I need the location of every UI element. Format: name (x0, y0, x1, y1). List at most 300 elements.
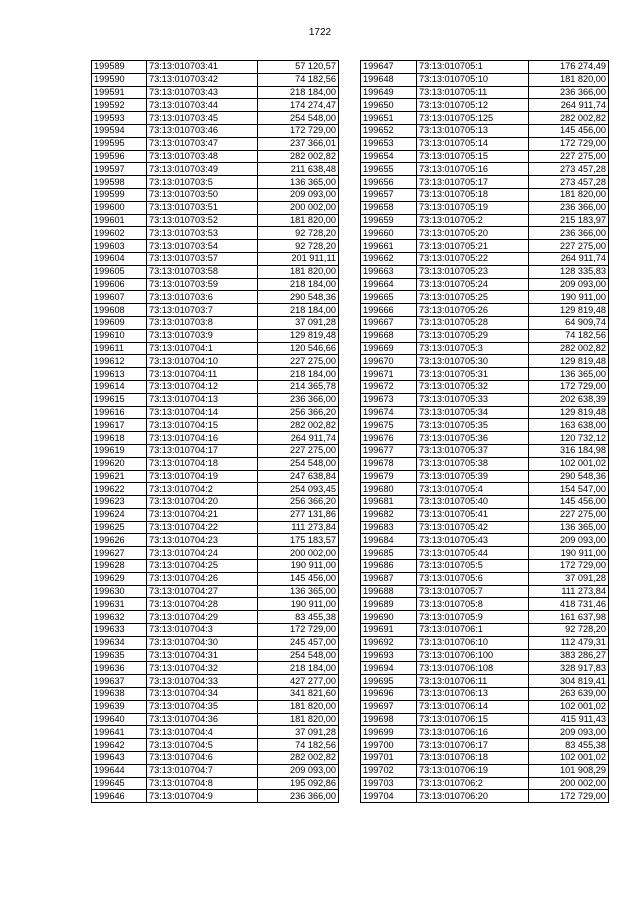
table-row (361, 572, 609, 585)
row-number-cell: 199619 (92, 444, 147, 457)
cadastral-number-cell: 73:13:010704:16 (147, 432, 258, 445)
row-number-cell: 199597 (92, 163, 147, 176)
table-row (92, 86, 339, 99)
row-number-cell: 199690 (361, 611, 417, 624)
table-row (92, 521, 339, 534)
table-row (361, 598, 609, 611)
value-cell: 264 911,74 (529, 99, 609, 112)
row-number-cell: 199605 (92, 265, 147, 278)
row-number-cell: 199626 (92, 534, 147, 547)
row-number-cell: 199697 (361, 700, 417, 713)
value-cell: 74 182,56 (529, 329, 609, 342)
cadastral-number-cell: 73:13:010704:10 (147, 355, 258, 368)
cadastral-number-cell: 73:13:010705:44 (417, 547, 529, 560)
row-number-cell: 199678 (361, 457, 417, 470)
value-cell: 129 819,48 (529, 406, 609, 419)
row-number-cell: 199614 (92, 380, 147, 393)
cadastral-number-cell: 73:13:010705:11 (417, 86, 529, 99)
value-cell: 200 002,00 (258, 201, 339, 214)
row-number-cell: 199639 (92, 700, 147, 713)
cadastral-number-cell: 73:13:010705:17 (417, 176, 529, 189)
value-cell: 256 366,20 (258, 406, 339, 419)
row-number-cell: 199699 (361, 726, 417, 739)
table-row (361, 201, 609, 214)
cadastral-number-cell: 73:13:010705:39 (417, 470, 529, 483)
table-row (361, 112, 609, 125)
value-cell: 172 729,00 (529, 380, 609, 393)
row-number-cell: 199667 (361, 316, 417, 329)
cadastral-number-cell: 73:13:010704:22 (147, 521, 258, 534)
value-cell: 136 365,00 (529, 368, 609, 381)
value-cell: 172 729,00 (258, 624, 339, 637)
row-number-cell: 199622 (92, 483, 147, 496)
table-row (92, 214, 339, 227)
cadastral-number-cell: 73:13:010703:50 (147, 188, 258, 201)
table-row (361, 662, 609, 675)
value-cell: 175 183,57 (258, 534, 339, 547)
table-row (92, 329, 339, 342)
cadastral-number-cell: 73:13:010706:100 (417, 649, 529, 662)
row-number-cell: 199617 (92, 419, 147, 432)
row-number-cell: 199684 (361, 534, 417, 547)
value-cell: 181 820,00 (529, 73, 609, 86)
value-cell: 136 365,00 (258, 176, 339, 189)
cadastral-number-cell: 73:13:010705:4 (417, 483, 529, 496)
cadastral-number-cell: 73:13:010706:18 (417, 752, 529, 765)
table-row (361, 675, 609, 688)
cadastral-number-cell: 73:13:010703:41 (147, 61, 258, 74)
value-cell: 273 457,28 (529, 176, 609, 189)
cadastral-number-cell: 73:13:010704:8 (147, 777, 258, 790)
left-register-table (91, 60, 339, 803)
cadastral-number-cell: 73:13:010703:5 (147, 176, 258, 189)
cadastral-number-cell: 73:13:010704:23 (147, 534, 258, 547)
table-row (92, 342, 339, 355)
table-row (361, 99, 609, 112)
cadastral-number-cell: 73:13:010704:36 (147, 713, 258, 726)
value-cell: 290 548,36 (529, 470, 609, 483)
table-row (361, 150, 609, 163)
table-row (92, 265, 339, 278)
table-row (361, 342, 609, 355)
row-number-cell: 199663 (361, 265, 417, 278)
row-number-cell: 199693 (361, 649, 417, 662)
value-cell: 290 548,36 (258, 291, 339, 304)
row-number-cell: 199651 (361, 112, 417, 125)
row-number-cell: 199629 (92, 572, 147, 585)
row-number-cell: 199701 (361, 752, 417, 765)
value-cell: 181 820,00 (258, 713, 339, 726)
row-number-cell: 199675 (361, 419, 417, 432)
row-number-cell: 199633 (92, 624, 147, 637)
value-cell: 37 091,28 (258, 726, 339, 739)
cadastral-number-cell: 73:13:010705:40 (417, 496, 529, 509)
value-cell: 277 131,86 (258, 508, 339, 521)
value-cell: 328 917,83 (529, 662, 609, 675)
table-row (361, 188, 609, 201)
value-cell: 154 547,00 (529, 483, 609, 496)
value-cell: 245 457,00 (258, 636, 339, 649)
row-number-cell: 199646 (92, 790, 147, 803)
value-cell: 102 001,02 (529, 457, 609, 470)
cadastral-number-cell: 73:13:010705:20 (417, 227, 529, 240)
value-cell: 263 639,00 (529, 688, 609, 701)
table-row (92, 636, 339, 649)
table-row (92, 752, 339, 765)
cadastral-number-cell: 73:13:010703:45 (147, 112, 258, 125)
cadastral-number-cell: 73:13:010705:29 (417, 329, 529, 342)
value-cell: 236 366,00 (529, 86, 609, 99)
cadastral-number-cell: 73:13:010704:7 (147, 764, 258, 777)
cadastral-number-cell: 73:13:010703:8 (147, 316, 258, 329)
row-number-cell: 199623 (92, 496, 147, 509)
cadastral-number-cell: 73:13:010705:35 (417, 419, 529, 432)
value-cell: 316 184,98 (529, 444, 609, 457)
table-row (361, 470, 609, 483)
cadastral-number-cell: 73:13:010705:32 (417, 380, 529, 393)
value-cell: 200 002,00 (258, 547, 339, 560)
value-cell: 145 456,00 (258, 572, 339, 585)
table-row (361, 649, 609, 662)
cadastral-number-cell: 73:13:010703:47 (147, 137, 258, 150)
value-cell: 129 819,48 (529, 304, 609, 317)
cadastral-number-cell: 73:13:010706:2 (417, 777, 529, 790)
value-cell: 209 093,00 (529, 726, 609, 739)
cadastral-number-cell: 73:13:010704:25 (147, 560, 258, 573)
cadastral-number-cell: 73:13:010705:2 (417, 214, 529, 227)
cadastral-number-cell: 73:13:010704:13 (147, 393, 258, 406)
value-cell: 227 275,00 (529, 508, 609, 521)
value-cell: 304 819,41 (529, 675, 609, 688)
cadastral-number-cell: 73:13:010705:38 (417, 457, 529, 470)
cadastral-number-cell: 73:13:010705:13 (417, 124, 529, 137)
cadastral-number-cell: 73:13:010705:41 (417, 508, 529, 521)
cadastral-number-cell: 73:13:010704:26 (147, 572, 258, 585)
row-number-cell: 199661 (361, 240, 417, 253)
cadastral-number-cell: 73:13:010704:5 (147, 739, 258, 752)
value-cell: 83 455,38 (529, 739, 609, 752)
cadastral-number-cell: 73:13:010704:17 (147, 444, 258, 457)
cadastral-number-cell: 73:13:010706:17 (417, 739, 529, 752)
row-number-cell: 199594 (92, 124, 147, 137)
table-row (92, 560, 339, 573)
value-cell: 209 093,00 (258, 764, 339, 777)
value-cell: 176 274,49 (529, 61, 609, 74)
table-row (361, 368, 609, 381)
table-row (92, 227, 339, 240)
cadastral-number-cell: 73:13:010703:51 (147, 201, 258, 214)
cadastral-number-cell: 73:13:010705:14 (417, 137, 529, 150)
row-number-cell: 199600 (92, 201, 147, 214)
table-row (361, 585, 609, 598)
cadastral-number-cell: 73:13:010703:9 (147, 329, 258, 342)
cadastral-number-cell: 73:13:010703:6 (147, 291, 258, 304)
row-number-cell: 199604 (92, 252, 147, 265)
table-row (361, 278, 609, 291)
value-cell: 145 456,00 (529, 496, 609, 509)
table-row (92, 688, 339, 701)
row-number-cell: 199656 (361, 176, 417, 189)
value-cell: 418 731,46 (529, 598, 609, 611)
cadastral-number-cell: 73:13:010704:33 (147, 675, 258, 688)
table-row (361, 406, 609, 419)
row-number-cell: 199668 (361, 329, 417, 342)
value-cell: 236 366,00 (529, 227, 609, 240)
row-number-cell: 199621 (92, 470, 147, 483)
cadastral-number-cell: 73:13:010705:7 (417, 585, 529, 598)
cadastral-number-cell: 73:13:010706:14 (417, 700, 529, 713)
cadastral-number-cell: 73:13:010704:12 (147, 380, 258, 393)
value-cell: 83 455,38 (258, 611, 339, 624)
cadastral-number-cell: 73:13:010704:24 (147, 547, 258, 560)
cadastral-number-cell: 73:13:010706:108 (417, 662, 529, 675)
cadastral-number-cell: 73:13:010705:37 (417, 444, 529, 457)
value-cell: 209 093,00 (529, 534, 609, 547)
value-cell: 172 729,00 (529, 790, 609, 803)
table-row (92, 444, 339, 457)
value-cell: 202 638,39 (529, 393, 609, 406)
row-number-cell: 199648 (361, 73, 417, 86)
table-row (361, 624, 609, 637)
table-row (92, 188, 339, 201)
value-cell: 383 286,27 (529, 649, 609, 662)
table-row (92, 777, 339, 790)
row-number-cell: 199660 (361, 227, 417, 240)
value-cell: 163 638,00 (529, 419, 609, 432)
row-number-cell: 199632 (92, 611, 147, 624)
cadastral-number-cell: 73:13:010705:42 (417, 521, 529, 534)
row-number-cell: 199638 (92, 688, 147, 701)
table-row (361, 291, 609, 304)
row-number-cell: 199630 (92, 585, 147, 598)
table-row (92, 61, 339, 74)
value-cell: 92 728,20 (258, 240, 339, 253)
value-cell: 64 909,74 (529, 316, 609, 329)
value-cell: 236 366,00 (258, 790, 339, 803)
row-number-cell: 199654 (361, 150, 417, 163)
table-row (92, 726, 339, 739)
cadastral-number-cell: 73:13:010704:31 (147, 649, 258, 662)
value-cell: 264 911,74 (258, 432, 339, 445)
cadastral-number-cell: 73:13:010705:10 (417, 73, 529, 86)
cadastral-number-cell: 73:13:010705:43 (417, 534, 529, 547)
value-cell: 181 820,00 (529, 188, 609, 201)
cadastral-number-cell: 73:13:010704:1 (147, 342, 258, 355)
table-row (361, 380, 609, 393)
row-number-cell: 199647 (361, 61, 417, 74)
table-row (361, 508, 609, 521)
row-number-cell: 199702 (361, 764, 417, 777)
cadastral-number-cell: 73:13:010705:16 (417, 163, 529, 176)
row-number-cell: 199593 (92, 112, 147, 125)
row-number-cell: 199589 (92, 61, 147, 74)
table-row (361, 547, 609, 560)
row-number-cell: 199653 (361, 137, 417, 150)
value-cell: 247 638,84 (258, 470, 339, 483)
row-number-cell: 199681 (361, 496, 417, 509)
value-cell: 227 275,00 (258, 355, 339, 368)
cadastral-number-cell: 73:13:010706:15 (417, 713, 529, 726)
row-number-cell: 199644 (92, 764, 147, 777)
row-number-cell: 199666 (361, 304, 417, 317)
table-row (361, 560, 609, 573)
value-cell: 136 365,00 (258, 585, 339, 598)
value-cell: 254 548,00 (258, 457, 339, 470)
row-number-cell: 199655 (361, 163, 417, 176)
cadastral-number-cell: 73:13:010706:11 (417, 675, 529, 688)
row-number-cell: 199620 (92, 457, 147, 470)
table-row (92, 380, 339, 393)
cadastral-number-cell: 73:13:010705:28 (417, 316, 529, 329)
row-number-cell: 199602 (92, 227, 147, 240)
table-row (92, 355, 339, 368)
value-cell: 209 093,00 (529, 278, 609, 291)
value-cell: 102 001,02 (529, 752, 609, 765)
value-cell: 92 728,20 (529, 624, 609, 637)
cadastral-number-cell: 73:13:010705:24 (417, 278, 529, 291)
table-row (92, 368, 339, 381)
value-cell: 195 092,86 (258, 777, 339, 790)
table-row (361, 73, 609, 86)
row-number-cell: 199685 (361, 547, 417, 560)
table-row (92, 176, 339, 189)
value-cell: 136 365,00 (529, 521, 609, 534)
row-number-cell: 199612 (92, 355, 147, 368)
row-number-cell: 199634 (92, 636, 147, 649)
row-number-cell: 199691 (361, 624, 417, 637)
table-row (361, 457, 609, 470)
table-row (92, 137, 339, 150)
cadastral-number-cell: 73:13:010704:28 (147, 598, 258, 611)
table-row (361, 137, 609, 150)
cadastral-number-cell: 73:13:010704:35 (147, 700, 258, 713)
value-cell: 172 729,00 (529, 560, 609, 573)
table-row (92, 470, 339, 483)
row-number-cell: 199698 (361, 713, 417, 726)
value-cell: 102 001,02 (529, 700, 609, 713)
value-cell: 427 277,00 (258, 675, 339, 688)
row-number-cell: 199598 (92, 176, 147, 189)
row-number-cell: 199677 (361, 444, 417, 457)
row-number-cell: 199696 (361, 688, 417, 701)
value-cell: 218 184,00 (258, 368, 339, 381)
row-number-cell: 199615 (92, 393, 147, 406)
value-cell: 112 479,31 (529, 636, 609, 649)
row-number-cell: 199669 (361, 342, 417, 355)
value-cell: 190 911,00 (258, 560, 339, 573)
row-number-cell: 199625 (92, 521, 147, 534)
value-cell: 282 002,82 (529, 342, 609, 355)
row-number-cell: 199607 (92, 291, 147, 304)
row-number-cell: 199599 (92, 188, 147, 201)
cadastral-number-cell: 73:13:010703:58 (147, 265, 258, 278)
row-number-cell: 199645 (92, 777, 147, 790)
table-row (361, 176, 609, 189)
cadastral-number-cell: 73:13:010705:31 (417, 368, 529, 381)
value-cell: 128 335,83 (529, 265, 609, 278)
table-row (361, 61, 609, 74)
cadastral-number-cell: 73:13:010705:25 (417, 291, 529, 304)
row-number-cell: 199637 (92, 675, 147, 688)
table-row (92, 73, 339, 86)
table-row (92, 201, 339, 214)
cadastral-number-cell: 73:13:010704:11 (147, 368, 258, 381)
cadastral-number-cell: 73:13:010705:33 (417, 393, 529, 406)
table-row (92, 675, 339, 688)
cadastral-number-cell: 73:13:010705:21 (417, 240, 529, 253)
row-number-cell: 199631 (92, 598, 147, 611)
cadastral-number-cell: 73:13:010703:48 (147, 150, 258, 163)
table-row (361, 265, 609, 278)
table-row (92, 240, 339, 253)
table-row (92, 611, 339, 624)
value-cell: 111 273,84 (529, 585, 609, 598)
row-number-cell: 199640 (92, 713, 147, 726)
value-cell: 145 456,00 (529, 124, 609, 137)
value-cell: 92 728,20 (258, 227, 339, 240)
row-number-cell: 199683 (361, 521, 417, 534)
row-number-cell: 199627 (92, 547, 147, 560)
cadastral-number-cell: 73:13:010704:18 (147, 457, 258, 470)
value-cell: 264 911,74 (529, 252, 609, 265)
cadastral-number-cell: 73:13:010705:6 (417, 572, 529, 585)
row-number-cell: 199659 (361, 214, 417, 227)
cadastral-number-cell: 73:13:010705:26 (417, 304, 529, 317)
cadastral-number-cell: 73:13:010703:44 (147, 99, 258, 112)
cadastral-number-cell: 73:13:010703:59 (147, 278, 258, 291)
value-cell: 201 911,11 (258, 252, 339, 265)
table-row (92, 572, 339, 585)
value-cell: 254 548,00 (258, 112, 339, 125)
cadastral-number-cell: 73:13:010704:20 (147, 496, 258, 509)
row-number-cell: 199652 (361, 124, 417, 137)
table-row (92, 713, 339, 726)
value-cell: 161 637,98 (529, 611, 609, 624)
row-number-cell: 199635 (92, 649, 147, 662)
row-number-cell: 199618 (92, 432, 147, 445)
table-row (92, 764, 339, 777)
value-cell: 237 366,01 (258, 137, 339, 150)
row-number-cell: 199672 (361, 380, 417, 393)
cadastral-number-cell: 73:13:010704:27 (147, 585, 258, 598)
row-number-cell: 199704 (361, 790, 417, 803)
row-number-cell: 199694 (361, 662, 417, 675)
value-cell: 74 182,56 (258, 739, 339, 752)
value-cell: 254 548,00 (258, 649, 339, 662)
value-cell: 282 002,82 (258, 752, 339, 765)
value-cell: 120 546,66 (258, 342, 339, 355)
cadastral-number-cell: 73:13:010703:7 (147, 304, 258, 317)
table-row (92, 124, 339, 137)
table-row (361, 636, 609, 649)
cadastral-number-cell: 73:13:010703:49 (147, 163, 258, 176)
cadastral-number-cell: 73:13:010705:19 (417, 201, 529, 214)
value-cell: 120 732,12 (529, 432, 609, 445)
value-cell: 190 911,00 (529, 291, 609, 304)
row-number-cell: 199671 (361, 368, 417, 381)
value-cell: 211 638,48 (258, 163, 339, 176)
table-row (361, 700, 609, 713)
table-row (361, 163, 609, 176)
value-cell: 236 366,00 (258, 393, 339, 406)
row-number-cell: 199611 (92, 342, 147, 355)
table-row (92, 112, 339, 125)
value-cell: 172 729,00 (258, 124, 339, 137)
row-number-cell: 199606 (92, 278, 147, 291)
value-cell: 190 911,00 (258, 598, 339, 611)
cadastral-number-cell: 73:13:010704:14 (147, 406, 258, 419)
row-number-cell: 199641 (92, 726, 147, 739)
